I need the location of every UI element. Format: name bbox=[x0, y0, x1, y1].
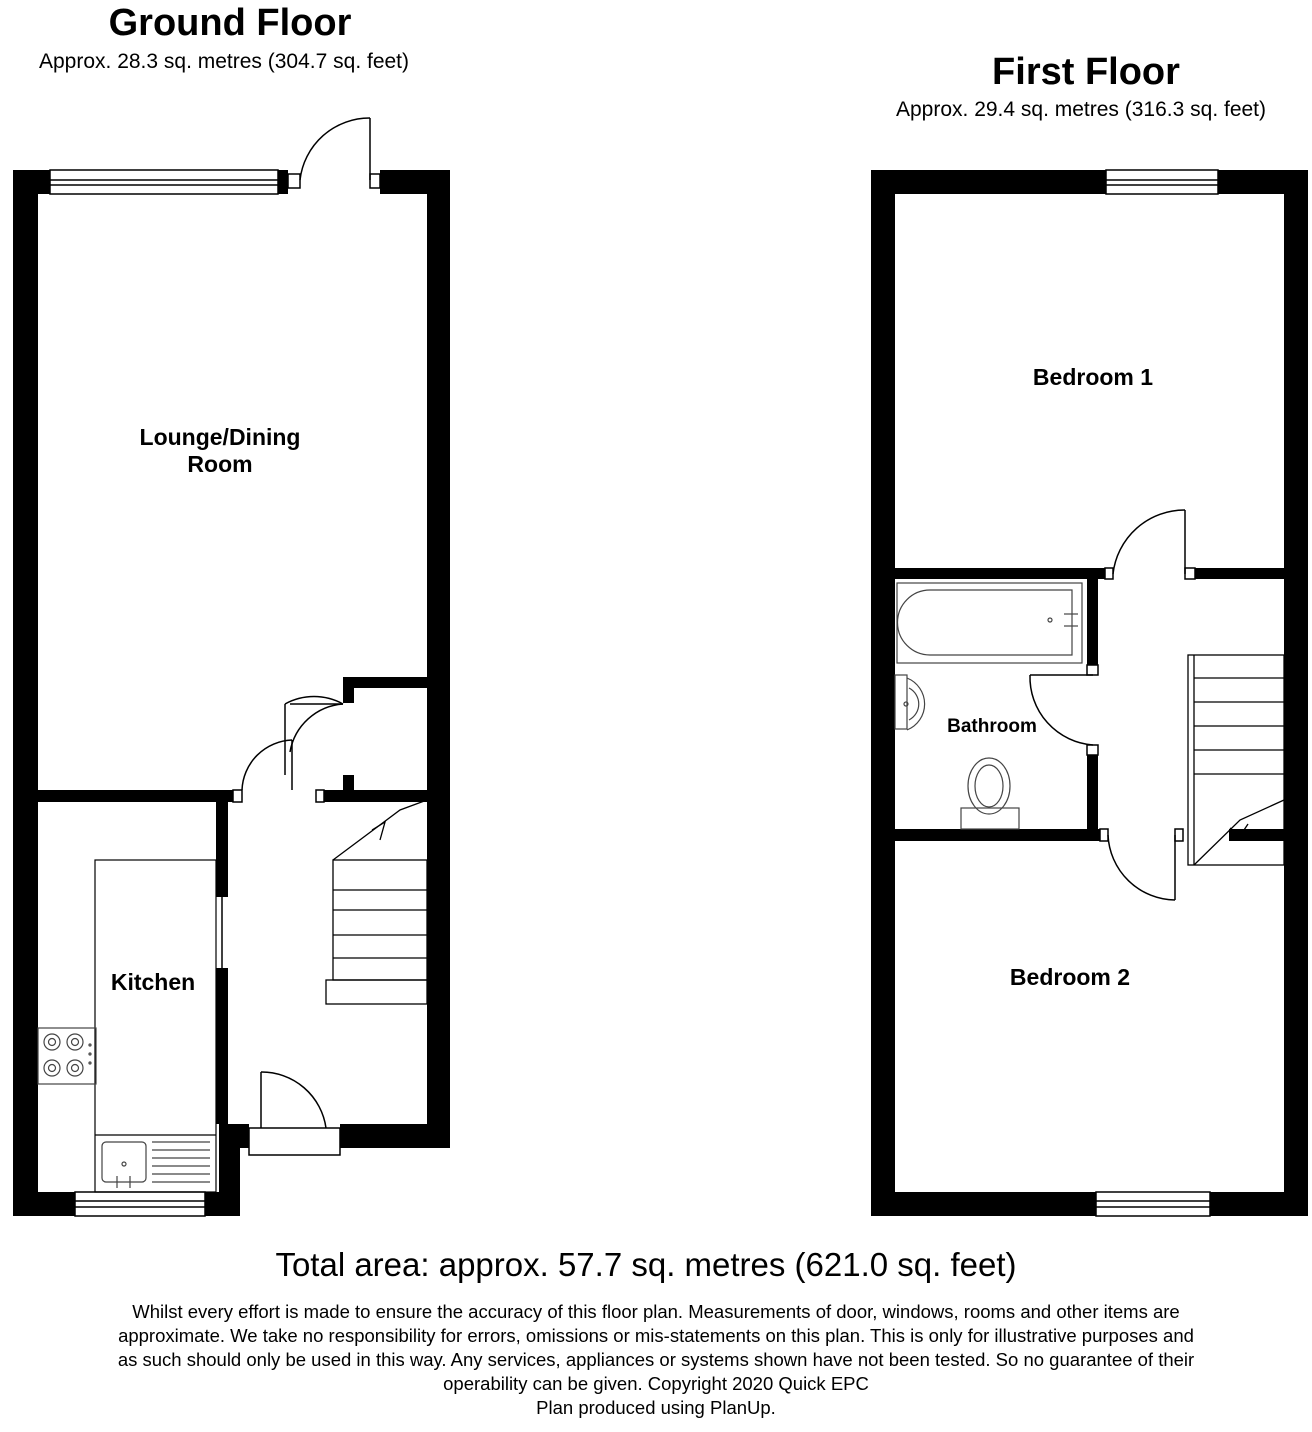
room-label-bedroom-2: Bedroom 2 bbox=[1009, 964, 1131, 990]
room-label-bathroom: Bathroom bbox=[947, 716, 1037, 737]
lounge-label-line1: Lounge/Dining bbox=[139, 424, 301, 450]
lounge-label-line2: Room bbox=[187, 451, 253, 477]
ground-floor-window-top bbox=[50, 170, 278, 194]
ground-floor-walls bbox=[13, 170, 450, 1216]
disclaimer-line-5: Plan produced using PlanUp. bbox=[536, 1397, 776, 1418]
sink-icon bbox=[102, 1142, 210, 1188]
disclaimer-line-1: Whilst every effort is made to ensure the accuracy of this floor plan. Measurements of door, windows, rooms and other items are bbox=[132, 1301, 1180, 1322]
first-floor-title: First Floor bbox=[992, 51, 1180, 93]
room-label-lounge bbox=[110, 424, 330, 478]
disclaimer-line-4: operability can be given. Copyright 2020 Quick EPC bbox=[443, 1373, 869, 1394]
room-label-bedroom-1: Bedroom 1 bbox=[1032, 364, 1154, 390]
disclaimer-line-2: approximate. We take no responsibility for errors, omissions or mis-statements on this plan. This is only for illustrative purposes and bbox=[118, 1325, 1194, 1346]
first-floor-area: Approx. 29.4 sq. metres (316.3 sq. feet) bbox=[895, 98, 1267, 121]
disclaimer-line-3: as such should only be used in this way. Any services, appliances or systems shown have not been tested. So no guarantee of their bbox=[117, 1349, 1195, 1370]
ground-floor-area: Approx. 28.3 sq. metres (304.7 sq. feet) bbox=[38, 50, 410, 73]
toilet-icon bbox=[961, 758, 1019, 829]
room-label-kitchen: Kitchen bbox=[110, 969, 196, 995]
total-area: Total area: approx. 57.7 sq. metres (621.0 sq. feet) bbox=[275, 1246, 1017, 1283]
ground-floor-doors bbox=[222, 118, 380, 1155]
bath-icon bbox=[897, 583, 1082, 663]
hob-icon bbox=[38, 1028, 96, 1084]
first-floor-window-bottom bbox=[1096, 1192, 1210, 1216]
ground-floor-window-kitchen bbox=[75, 1192, 205, 1216]
ground-floor-title: Ground Floor bbox=[108, 2, 352, 44]
first-floor-window-top bbox=[1106, 170, 1218, 194]
disclaimer bbox=[8, 1300, 1304, 1420]
ground-floor-stairs bbox=[326, 800, 427, 1004]
basin-icon bbox=[895, 675, 925, 730]
first-floor-walls bbox=[871, 170, 1308, 1216]
